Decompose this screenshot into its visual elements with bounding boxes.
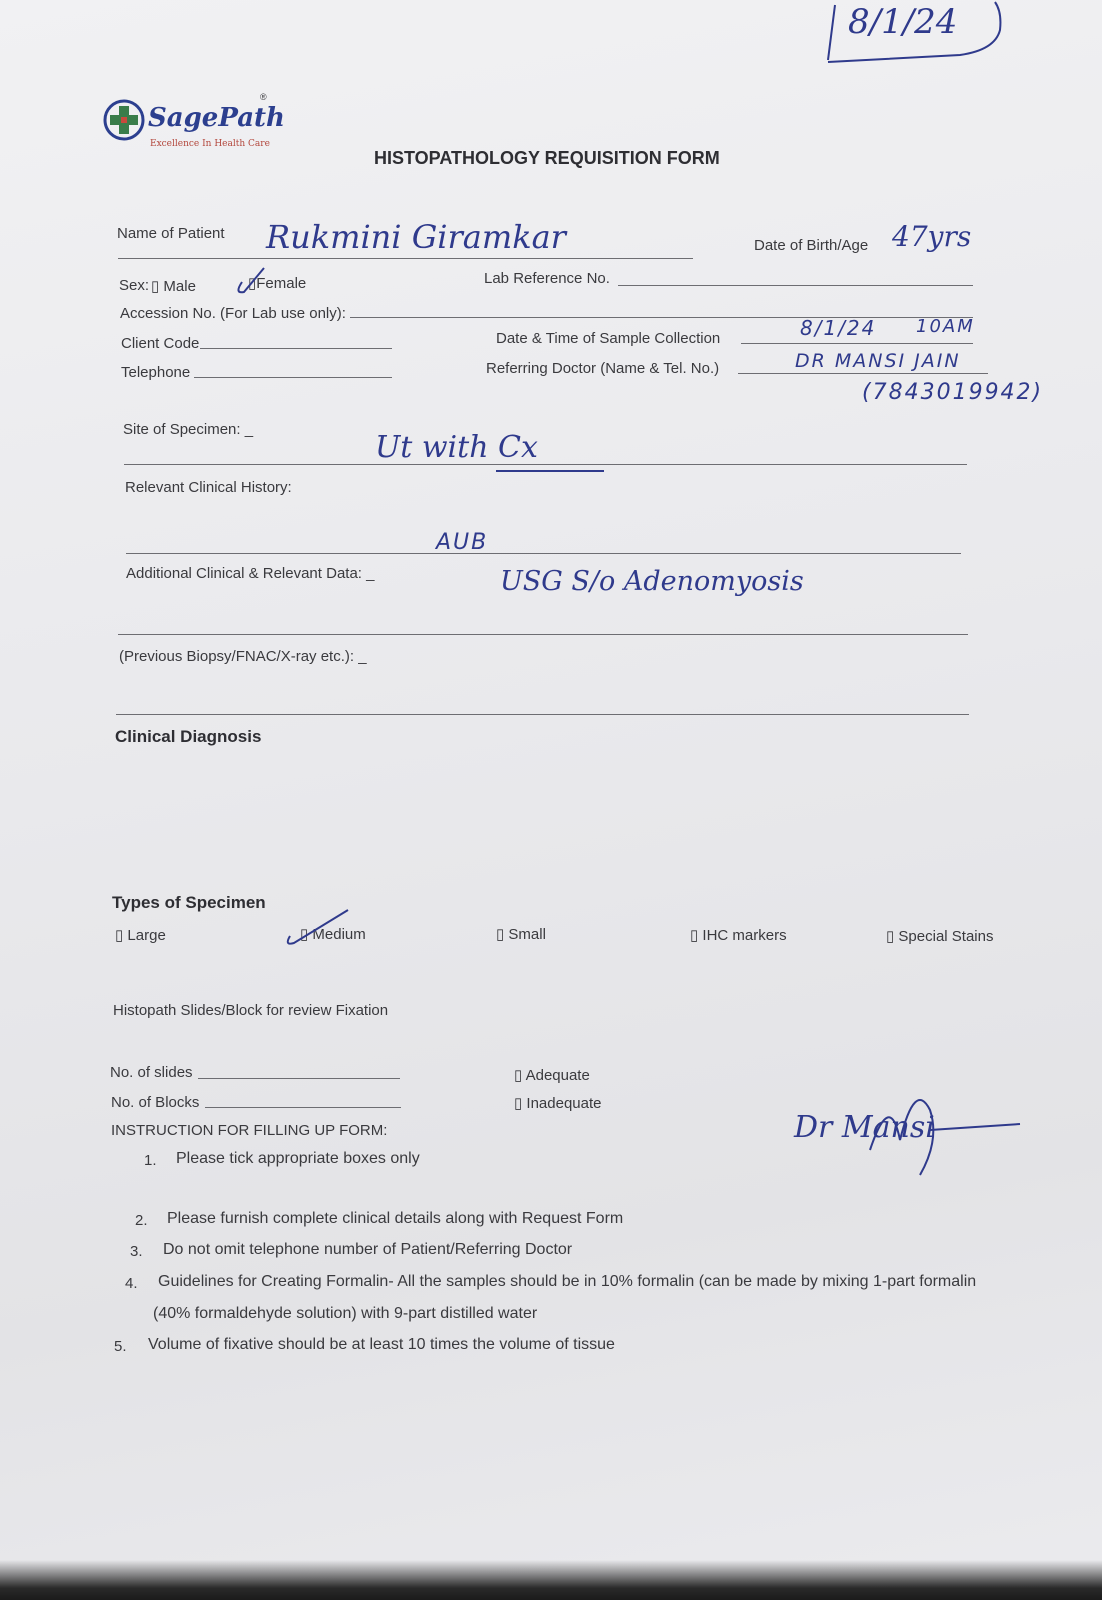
fixation-inadequate-checkbox[interactable]: ▯ Inadequate xyxy=(514,1095,602,1112)
instruction-4-continuation: (40% formaldehyde solution) with 9-part distilled water xyxy=(153,1305,538,1322)
no-of-slides-label: No. of slides xyxy=(110,1064,193,1081)
patient-name-value[interactable]: Rukmini Giramkar xyxy=(266,218,566,256)
instruction-2-text: Please furnish complete clinical details along with Request Form xyxy=(167,1210,624,1227)
site-of-specimen-line xyxy=(124,464,967,465)
accession-line xyxy=(350,317,973,318)
sex-male-checkbox[interactable]: ▯ Male xyxy=(151,278,196,295)
referring-doctor-phone[interactable]: (7843019942) xyxy=(862,380,1044,405)
instruction-3-number: 3. xyxy=(130,1243,143,1260)
client-code-line xyxy=(200,348,392,349)
logo-registered-mark: ® xyxy=(260,92,267,102)
previous-biopsy-line xyxy=(116,714,969,715)
handwritten-date-top: 8/1/24 xyxy=(848,2,958,42)
telephone-label: Telephone xyxy=(121,364,191,381)
referring-doctor-name[interactable]: DR MANSI JAIN xyxy=(795,350,961,372)
client-code-label: Client Code xyxy=(121,335,200,352)
instruction-1-number: 1. xyxy=(144,1152,157,1169)
types-of-specimen-heading: Types of Specimen xyxy=(112,893,266,912)
site-of-specimen-value[interactable]: Ut with Cx xyxy=(375,430,538,465)
referring-doctor-line xyxy=(738,373,988,374)
no-of-blocks-label: No. of Blocks xyxy=(111,1094,200,1111)
lab-reference-line xyxy=(618,285,973,286)
sagepath-logo-icon xyxy=(102,97,146,143)
telephone-line xyxy=(194,377,392,378)
no-of-blocks-line xyxy=(205,1107,401,1108)
instruction-4-number: 4. xyxy=(125,1275,138,1292)
instruction-2-number: 2. xyxy=(135,1212,148,1229)
form-title: HISTOPATHOLOGY REQUISITION FORM xyxy=(374,148,720,168)
no-of-slides-line xyxy=(198,1078,400,1079)
patient-name-label: Name of Patient xyxy=(117,225,225,242)
collection-label: Date & Time of Sample Collection xyxy=(496,330,721,347)
medium-tick-mark-icon xyxy=(284,908,354,948)
signature-flourish xyxy=(860,1080,1030,1180)
dob-label: Date of Birth/Age xyxy=(754,237,869,254)
female-tick-mark-icon xyxy=(234,264,284,296)
specimen-large-checkbox[interactable]: ▯ Large xyxy=(115,927,166,944)
additional-data-line xyxy=(118,634,968,635)
review-fixation-heading: Histopath Slides/Block for review Fixation xyxy=(113,1002,389,1019)
lab-reference-label: Lab Reference No. xyxy=(484,270,610,287)
site-of-specimen-label: Site of Specimen: _ xyxy=(123,421,254,438)
instruction-3-text: Do not omit telephone number of Patient/Referring Doctor xyxy=(163,1241,573,1258)
sex-label: Sex: xyxy=(119,277,150,294)
instruction-4-text: Guidelines for Creating Formalin- All the samples should be in 10% formalin (can be made by mixing 1-part formalin xyxy=(158,1273,977,1290)
referring-doctor-label: Referring Doctor (Name & Tel. No.) xyxy=(486,360,720,377)
specimen-special-stains-checkbox[interactable]: ▯ Special Stains xyxy=(886,928,994,945)
clinical-history-label: Relevant Clinical History: xyxy=(125,479,292,496)
accession-label: Accession No. (For Lab use only): xyxy=(120,305,346,322)
instruction-5-number: 5. xyxy=(114,1338,127,1355)
dob-value[interactable]: 47yrs xyxy=(892,220,972,253)
patient-name-line xyxy=(118,258,693,259)
collection-line xyxy=(741,343,973,344)
instructions-heading: INSTRUCTION FOR FILLING UP FORM: xyxy=(111,1122,388,1139)
specimen-medium-checkbox[interactable]: ▯ Medium xyxy=(300,926,366,943)
clinical-history-value[interactable]: AUB xyxy=(436,530,489,555)
instruction-5-text: Volume of fixative should be at least 10 times the volume of tissue xyxy=(148,1336,615,1353)
sex-female-checkbox[interactable]: ▯Female xyxy=(248,275,307,292)
additional-data-value[interactable]: USG S/o Adenomyosis xyxy=(500,566,804,597)
previous-biopsy-label: (Previous Biopsy/FNAC/X-ray etc.): _ xyxy=(119,648,367,665)
site-underline-stroke xyxy=(496,470,604,472)
additional-data-label: Additional Clinical & Relevant Data: _ xyxy=(126,565,375,582)
logo-wordmark: SagePath xyxy=(148,103,285,133)
photo-background-edge xyxy=(0,1560,1102,1600)
instruction-1-text: Please tick appropriate boxes only xyxy=(176,1150,420,1167)
logo-tagline: Excellence In Health Care xyxy=(150,139,270,149)
specimen-ihc-checkbox[interactable]: ▯ IHC markers xyxy=(690,927,787,944)
collection-time-value[interactable]: 10AM xyxy=(916,316,975,337)
clinical-diagnosis-heading: Clinical Diagnosis xyxy=(115,727,262,746)
collection-date-value[interactable]: 8/1/24 xyxy=(800,316,877,340)
fixation-adequate-checkbox[interactable]: ▯ Adequate xyxy=(514,1067,590,1084)
clinical-history-line xyxy=(126,553,961,554)
specimen-small-checkbox[interactable]: ▯ Small xyxy=(496,926,546,943)
doctor-signature: Dr Mansi xyxy=(794,1110,935,1145)
